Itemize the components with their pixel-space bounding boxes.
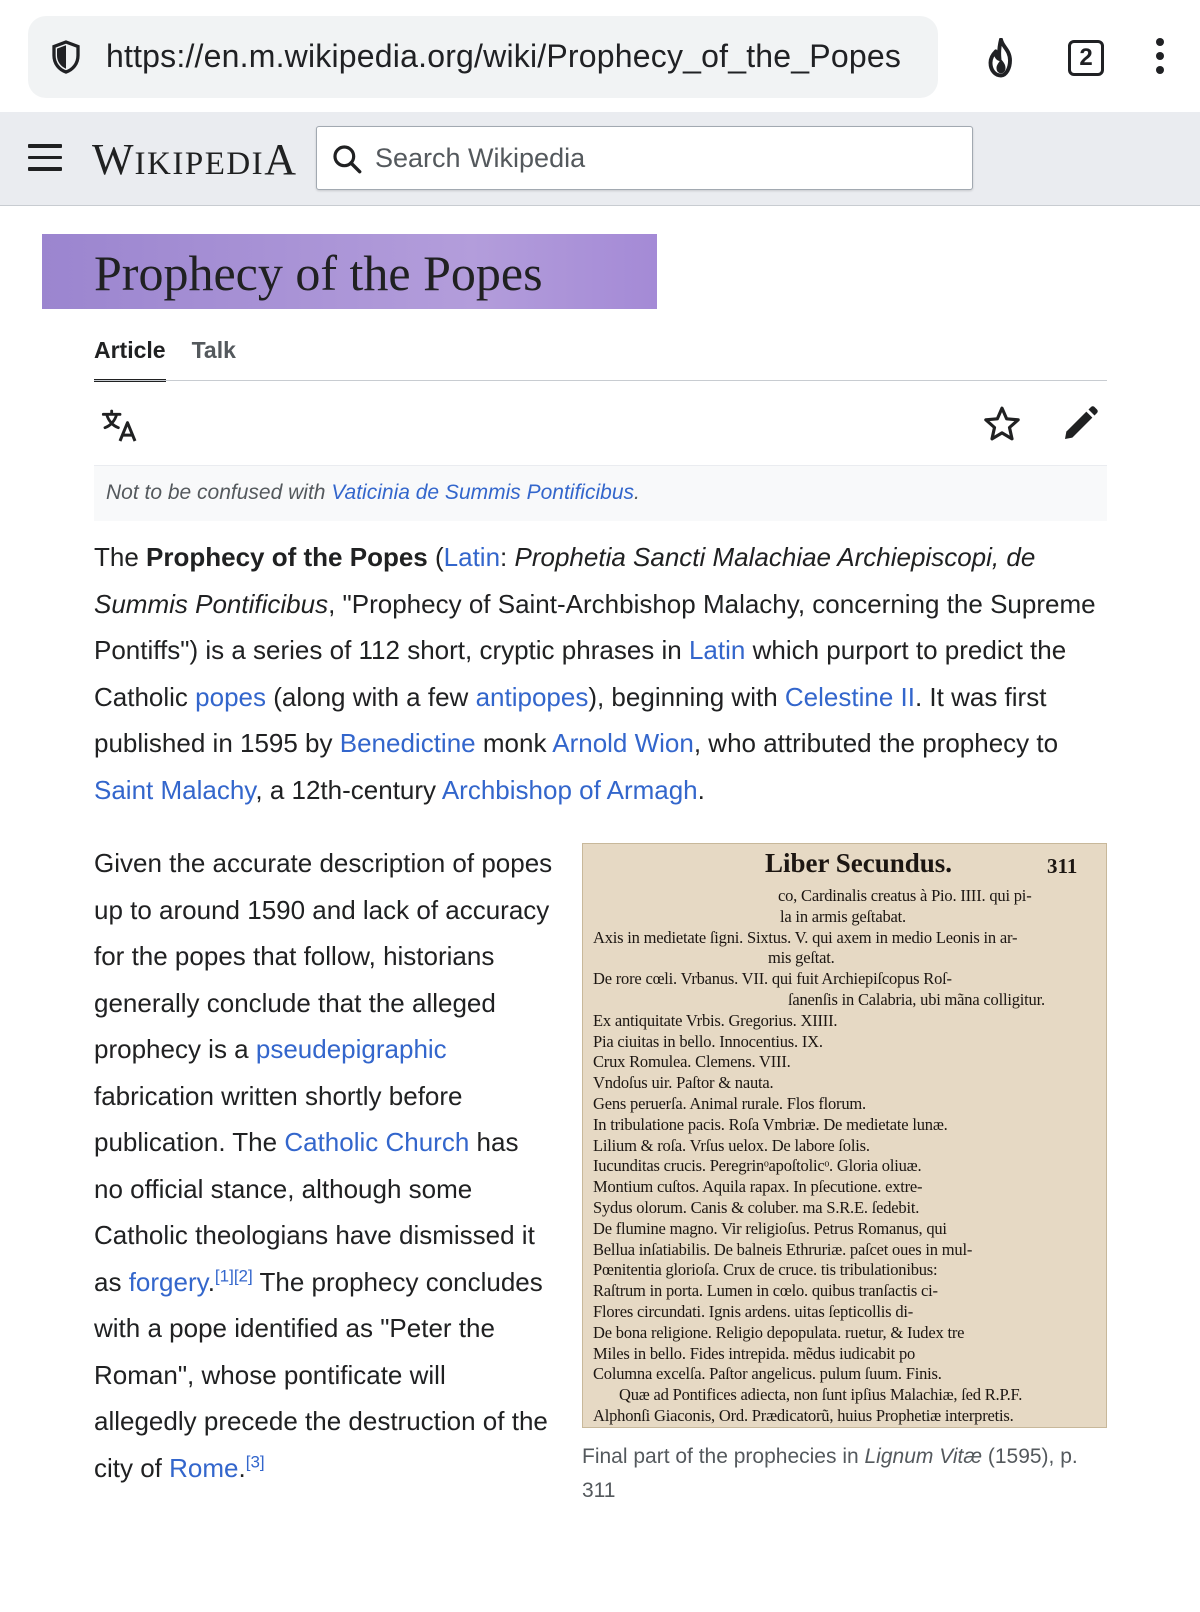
search-box[interactable] bbox=[316, 126, 973, 190]
wordmark-final: A bbox=[264, 135, 297, 184]
link-archbishop-of-armagh[interactable]: Archbishop of Armagh bbox=[441, 774, 698, 805]
search-icon[interactable] bbox=[331, 143, 363, 175]
tab-article[interactable]: Article bbox=[94, 332, 166, 382]
text: (1595), p. 311 bbox=[582, 1445, 1078, 1502]
text: The bbox=[94, 542, 147, 572]
text: . bbox=[207, 1266, 215, 1297]
caption-book-title: Lignum Vitæ bbox=[864, 1445, 983, 1468]
reference-1[interactable]: [1] bbox=[214, 1265, 234, 1285]
figure-caption bbox=[582, 1440, 1107, 1508]
url-text[interactable]: https://en.m.wikipedia.org/wiki/Prophecy_of_the_Popes bbox=[106, 38, 902, 74]
scan-header: Liber Secundus. bbox=[765, 848, 953, 878]
link-benedictine[interactable]: Benedictine bbox=[339, 728, 476, 758]
scan-line: Gens peruerſa. Animal rurale. Flos florum. bbox=[593, 1094, 866, 1113]
address-bar[interactable] bbox=[28, 16, 938, 98]
article-subject: Prophecy of the Popes bbox=[146, 542, 428, 572]
scanned-page bbox=[583, 844, 1107, 1428]
link-saint-malachy[interactable]: Saint Malachy bbox=[94, 774, 256, 805]
scan-line: Columna excelſa. Paſtor angelicus. pulum ſuum. Finis. bbox=[593, 1364, 942, 1384]
page-tabs bbox=[94, 332, 262, 382]
text: : bbox=[500, 542, 515, 572]
tab-talk[interactable]: Talk bbox=[191, 337, 236, 363]
link-arnold-wion[interactable]: Arnold Wion bbox=[552, 728, 694, 758]
hamburger-menu-icon[interactable] bbox=[28, 144, 62, 172]
scan-line: ſanenſis in Calabria, ubi mãna colligitur. bbox=[788, 990, 1045, 1009]
link-celestine-ii[interactable]: Celestine II bbox=[784, 681, 915, 712]
link-latin[interactable]: Latin bbox=[443, 542, 501, 572]
scan-line: Raſtrum in porta. Lumen in cœlo. quibus tranſactis ci- bbox=[593, 1281, 938, 1301]
text: which purport to predict the Catholic bbox=[94, 635, 1067, 712]
text: Given the accurate description of popes up to around 1590 and lack of accuracy for the popes that follow, historians generally conclude that the alleged prophecy is a bbox=[94, 848, 553, 1064]
hatnote bbox=[94, 465, 1107, 521]
text: ( bbox=[427, 542, 444, 572]
scan-line: co, Cardinalis creatus à Pio. IIII. qui pi- bbox=[778, 886, 1032, 905]
scan-line: In tribulatione pacis. Roſa Vmbriæ. De medietate lunæ. bbox=[593, 1114, 948, 1134]
search-input[interactable] bbox=[375, 137, 955, 179]
scan-line: De flumine magno. Vir religioſus. Petrus Romanus, qui bbox=[593, 1218, 947, 1238]
page-title: Prophecy of the Popes bbox=[94, 245, 543, 301]
text: monk bbox=[475, 728, 553, 758]
wordmark-middle: IKIPEDI bbox=[134, 146, 265, 182]
text: . bbox=[697, 774, 705, 805]
scan-line: Iucunditas crucis. Peregrinᵒapoſtolicᵒ. Gloria oliuæ. bbox=[593, 1156, 922, 1176]
scan-line: la in armis geſtabat. bbox=[780, 906, 906, 926]
scan-line: Pia ciuitas in bello. Innocentius. IX. bbox=[593, 1031, 823, 1051]
scan-line: mis geſtat. bbox=[768, 948, 835, 968]
text: The prophecy concludes with a pope identified as "Peter the Roman", whose pontificate will allegedly precede the destruction of the city of bbox=[94, 1266, 548, 1483]
language-icon[interactable] bbox=[100, 406, 140, 446]
scan-line: Lilium & roſa. Vrſus uelox. De labore ſolis. bbox=[593, 1135, 870, 1155]
reference-2[interactable]: [2] bbox=[233, 1265, 253, 1285]
wikipedia-header bbox=[0, 112, 1200, 206]
text: ), beginning with bbox=[588, 681, 785, 712]
text: Final part of the prophecies in bbox=[582, 1445, 865, 1468]
tab-switcher-button[interactable]: 2 bbox=[1068, 40, 1104, 76]
star-icon[interactable] bbox=[982, 404, 1022, 444]
hatnote-prefix: Not to be confused with bbox=[106, 481, 332, 504]
link-latin-language[interactable]: Latin bbox=[688, 635, 746, 665]
scan-line: Axis in medietate ſigni. Sixtus. V. qui axem in medio Leonis in ar- bbox=[593, 927, 1018, 947]
text: . bbox=[238, 1452, 246, 1483]
scan-line: Alphonſi Giaconis, Ord. Prædicatorũ, huius Prophetiæ interpretis. bbox=[593, 1406, 1014, 1425]
text: , who attributed the prophecy to bbox=[693, 728, 1059, 758]
text: . It was first published in 1595 by bbox=[94, 681, 1047, 758]
scan-line: De bona religione. Religio depopulata. ruetur, & Iudex tre bbox=[593, 1322, 965, 1342]
latin-title: Prophetia Sancti Malachiae Archiepiscopi, de Summis Pontificibus bbox=[94, 542, 1036, 619]
scan-line: Montium cuſtos. Aquila rapax. In pſecutione. extre- bbox=[593, 1177, 923, 1197]
scan-line: Sydus olorum. Canis & coluber. ma S.R.E. ſedebit. bbox=[593, 1198, 920, 1217]
scan-line: Ex antiquitate Vrbis. Gregorius. XIIII. bbox=[593, 1010, 838, 1030]
scan-line: Quæ ad Pontifices adiecta, non ſunt ipſius Malachiæ, ſed R.P.F. bbox=[619, 1385, 1023, 1405]
link-rome[interactable]: Rome bbox=[169, 1452, 239, 1483]
intro-paragraph bbox=[94, 534, 1114, 813]
reference-3[interactable]: [3] bbox=[245, 1451, 265, 1471]
wikipedia-wordmark[interactable] bbox=[92, 134, 297, 185]
scan-line: De rore cœli. Vrbanus. VII. qui fuit Archiepiſcopus Roſ- bbox=[593, 969, 952, 989]
wordmark-initial: W bbox=[92, 135, 135, 184]
tabs-divider bbox=[94, 380, 1107, 381]
link-catholic-church[interactable]: Catholic Church bbox=[284, 1127, 470, 1157]
pencil-icon[interactable] bbox=[1060, 404, 1100, 444]
figure-image[interactable] bbox=[582, 843, 1107, 1428]
scan-line: Vndoſus uir. Paſtor & nauta. bbox=[593, 1073, 774, 1093]
shield-icon[interactable] bbox=[48, 39, 84, 75]
scan-line: Bellua inſatiabilis. De balneis Ethruriæ. paſcet oues in mul- bbox=[593, 1239, 973, 1259]
scan-line: Pœnitentia glorioſa. Crux de cruce. tis tribulationibus: bbox=[593, 1260, 938, 1280]
link-pseudepigraphic[interactable]: pseudepigraphic bbox=[255, 1034, 447, 1064]
text: has no official stance, although some Catholic theologians have dismissed it as bbox=[94, 1127, 535, 1297]
hatnote-suffix: . bbox=[634, 481, 640, 504]
text: (along with a few bbox=[266, 681, 476, 712]
link-popes[interactable]: popes bbox=[195, 681, 266, 712]
scan-line: Flores circundati. Ignis ardens. uitas ſepticollis di- bbox=[593, 1302, 914, 1321]
text: , a 12th-century bbox=[255, 774, 442, 805]
fire-icon[interactable] bbox=[982, 38, 1020, 80]
second-paragraph bbox=[94, 840, 554, 1491]
scan-line: Crux Romulea. Clemens. VIII. bbox=[593, 1052, 791, 1072]
scan-page-number: 311 bbox=[1047, 854, 1078, 878]
hatnote-link[interactable]: Vaticinia de Summis Pontificibus bbox=[331, 481, 634, 504]
browser-toolbar bbox=[0, 0, 1200, 112]
link-forgery[interactable]: forgery bbox=[128, 1266, 208, 1297]
link-antipopes[interactable]: antipopes bbox=[475, 681, 589, 712]
kebab-menu-icon[interactable] bbox=[1150, 38, 1170, 78]
text: fabrication written shortly before publication. The bbox=[94, 1080, 463, 1157]
scan-line: Miles in bello. Fides intrepida. mẽdus iudicabit po bbox=[593, 1343, 916, 1363]
text: , "Prophecy of Saint-Archbishop Malachy, concerning the Supreme Pontiffs") is a series of 112 short, cryptic phrases in bbox=[94, 588, 1096, 665]
